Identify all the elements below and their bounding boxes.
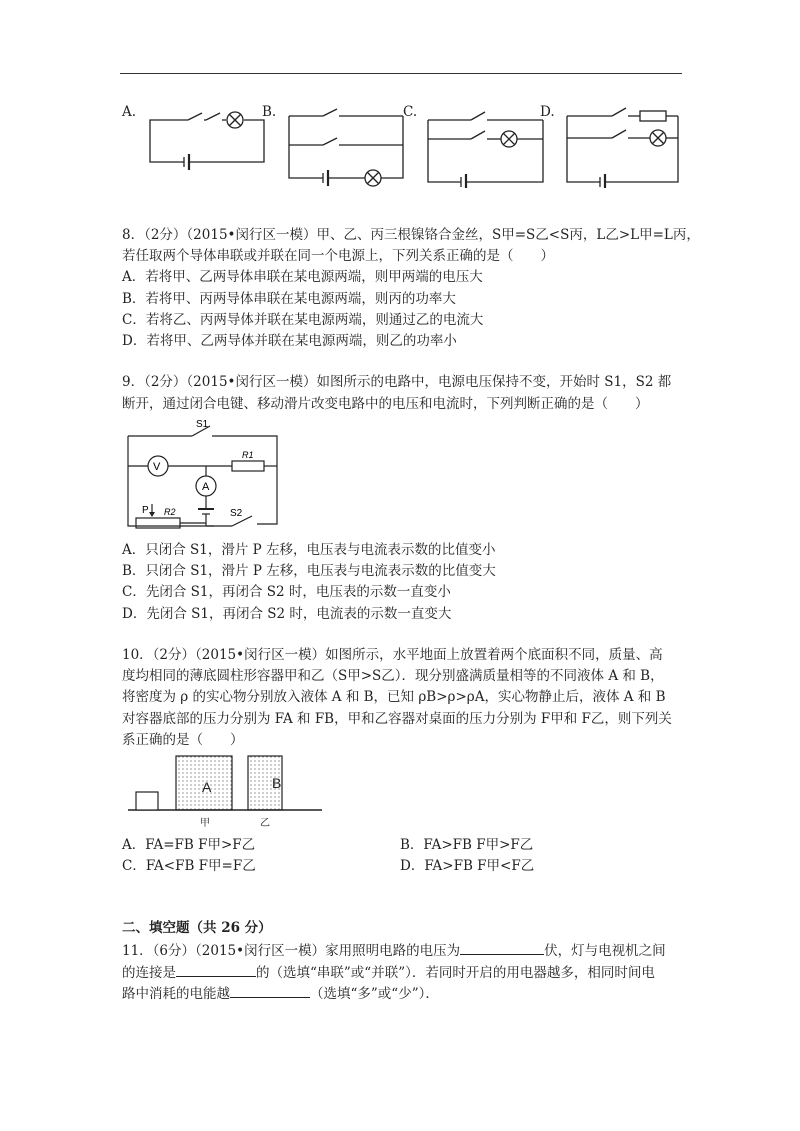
q10-stem-line1: 10．（2分）（2015•闵行区一模）如图所示，水平地面上放置着两个底面积不同，质量、高 xyxy=(122,647,663,663)
q10-option-c: C．FA<FB F甲=F乙 xyxy=(122,858,256,874)
section-heading-fill-in: 二、填空题（共 26 分） xyxy=(122,920,272,936)
q10-fig-label-yi: 乙 xyxy=(260,818,270,829)
q11-line3 xyxy=(122,983,439,1003)
slider-arrow-icon xyxy=(149,512,155,517)
q10-stem-line3: 将密度为 ρ 的实心物分别放入液体 A 和 B，已知 ρB>ρ>ρA，实心物静止后，液体 A 和 B xyxy=(122,689,666,705)
circuit-figure-d xyxy=(562,104,686,188)
circuit-label-a: A. xyxy=(122,104,137,120)
q8-option-d: D．若将甲、乙两导体并联在某电源两端，则乙的功率小 xyxy=(122,333,457,349)
q8-option-b: B．若将甲、丙两导体串联在某电源两端，则丙的功率大 xyxy=(122,291,456,307)
q10-stem-line2: 度均相同的薄底圆柱形容器甲和乙（S甲>S乙）．现分别盛满质量相等的不同液体 A 和 B， xyxy=(122,668,664,684)
q11-line2-text-a: 的连接是 xyxy=(122,965,176,981)
q10-option-d: D．FA>FB F甲<F乙 xyxy=(400,858,535,874)
q8-stem-line2: 若任取两个导体串联或并联在同一个电源上，下列关系正确的是（ ） xyxy=(122,248,554,264)
circuit-figure-b xyxy=(283,104,413,188)
q11-line3-text-b: （选填“多”或“少”）． xyxy=(310,986,439,1002)
q9-option-a: A．只闭合 S1，滑片 P 左移，电压表与电流表示数的比值变小 xyxy=(122,542,496,558)
q8-stem-line1: 8．（2分）（2015•闵行区一模）甲、乙、丙三根镍铬合金丝，S甲=S乙<S丙，L乙>L甲=L丙， xyxy=(122,227,700,243)
q9-fig-label-r1: R1 xyxy=(242,450,254,460)
q9-fig-label-p: P xyxy=(142,505,149,516)
q9-fig-label-s2: S2 xyxy=(230,508,243,519)
q9-fig-label-a: A xyxy=(202,481,210,493)
q8-option-c: C．若将乙、丙两导体并联在某电源两端，则通过乙的电流大 xyxy=(122,312,484,328)
circuit-label-c: C. xyxy=(403,104,418,120)
q9-circuit-figure xyxy=(122,416,282,531)
q11-line1 xyxy=(122,940,666,960)
q11-line2-text-b: 的（选填“串联”或“并联”）．若同时开启的用电器越多，相同时间电 xyxy=(256,965,655,981)
q10-stem-line4: 对容器底部的压力分别为 FA 和 FB，甲和乙容器对桌面的压力分别为 F甲和 F乙，则下列关 xyxy=(122,711,672,727)
circuit-figure-a xyxy=(140,104,270,174)
q9-fig-label-v: V xyxy=(153,461,161,473)
q11-line1-text-b: 伏，灯与电视机之间 xyxy=(544,943,666,959)
q9-fig-label-r2: R2 xyxy=(164,507,176,517)
q10-option-a: A．FA=FB F甲>F乙 xyxy=(122,837,256,853)
q9-fig-label-s1: S1 xyxy=(196,419,209,430)
q10-fig-label-a: A xyxy=(202,779,212,795)
q8-option-a: A．若将甲、乙两导体串联在某电源两端，则甲两端的电压大 xyxy=(122,269,483,285)
q9-option-b: B．只闭合 S1，滑片 P 左移，电压表与电流表示数的比值变大 xyxy=(122,563,496,579)
q9-stem-line2: 断开，通过闭合电键、移动滑片改变电路中的电压和电流时，下列判断正确的是（ ） xyxy=(122,396,649,412)
q11-blank-connection[interactable] xyxy=(176,962,256,977)
circuit-label-d: D. xyxy=(540,104,555,120)
q11-blank-energy[interactable] xyxy=(230,983,310,998)
q9-option-c: C．先闭合 S1，再闭合 S2 时，电压表的示数一直变小 xyxy=(122,584,451,600)
q10-stem-line5: 系正确的是（ ） xyxy=(122,732,244,748)
q9-stem-line1: 9．（2分）（2015•闵行区一模）如图所示的电路中，电源电压保持不变，开始时 S1，S2 都 xyxy=(122,374,672,390)
circuit-label-b: B. xyxy=(262,104,277,120)
q10-fig-label-b: B xyxy=(272,775,282,791)
q11-line1-text-a: 11．（6分）（2015•闵行区一模）家用照明电路的电压为 xyxy=(122,943,461,959)
q10-containers-figure xyxy=(126,748,326,832)
q10-option-b: B．FA>FB F甲>F乙 xyxy=(400,837,534,853)
circuit-figure-c xyxy=(423,104,553,188)
q11-line3-text-a: 路中消耗的电能越 xyxy=(122,986,230,1002)
q9-option-d: D．先闭合 S1，再闭合 S2 时，电流表的示数一直变大 xyxy=(122,606,452,622)
header-rule xyxy=(120,73,682,74)
q11-blank-voltage[interactable] xyxy=(460,940,544,955)
q11-line2 xyxy=(122,962,655,982)
q10-fig-label-jia: 甲 xyxy=(200,818,210,829)
